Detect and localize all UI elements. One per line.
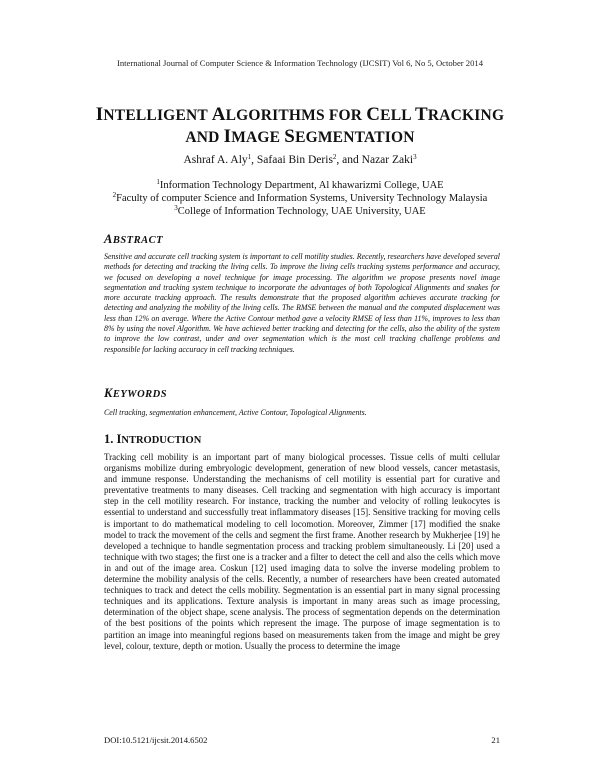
introduction-heading: 1. INTRODUCTION: [104, 432, 202, 446]
author-name: Nazar Zaki: [361, 154, 414, 166]
title-line-2: AND IMAGE SEGMENTATION: [185, 126, 415, 147]
title-line-1: INTELLIGENT ALGORITHMS FOR CELL TRACKING: [95, 104, 505, 125]
abstract-text: Sensitive and accurate cell tracking system is important to cell motility studies. Recently, researchers have developed several methods for detecting and tracking the living cells. To improve the living cells tracking systems performance and accuracy, we focused on developing a novel technique for image processing. The algorithm we propose presents novel image segmentation and tracking system technique to incorporate the advantages of both Topological Alignments and snakes for more accurate tracking approach. The results demonstrate that the proposed algorithm achieves accurate tracking for detecting and analyzing the mobility of the living cells. The RMSE between the manual and the computed displacement was less than 12% on average. Where the Active Contour method gave a velocity RMSE of less than 11%, improves to less than 8% by using the novel Algorithm. We have achieved better tracking and detecting for the cells, also the ability of the system to improve the low contrast, under and over segmentation which is the most cell tracking challenge problems and responsible for lacking accuracy in cell tracking techniques.: [104, 252, 500, 354]
paper-title: [40, 104, 560, 148]
affiliation: $^3$College of Information Technology, UAE University, UAE: [174, 204, 426, 217]
keywords-heading: KEYWORDS: [104, 386, 168, 400]
introduction-text: Tracking cell mobility is an important part of many biological processes. Tissue cells of multi cellular organisms mobilize during embryologic development, generation of new blood vessels, cancer metastasis, and immune response. Understanding the mechanisms of cell motility is essential part for curative and preventative treatments to many diseases. Cell tracking and segmentation with high accuracy is important step in the cell motility research. For instance, tracking the number and velocity of rolling leukocytes is essential to understand and successfully treat inflammatory diseases [15]. Sensitive tracking for moving cells is important to do mathematical modeling to cell locomotion. Moreover, Zimmer [17] modified the snake model to track the movement of the cells and segment the first frame. Another research by Mukherjee [19] he developed a technique to handle segmentation process and tracking problem simultaneously. Li [20] used a technique with two stages; the first one is a tracker and a filter to detect the cell and also the cells which move in and out of the image area. Coskun [12] used imaging data to solve the inverse modeling problem to determine the mobility analysis of the cells. Recently, a number of researchers have been created automated techniques to track and detect the cells mobility. Segmentation is an essential part in many signal processing techniques and its applications. Texture analysis is important in many areas such as image processing, determination of the object shape, scene analysis. The process of segmentation depends on the determination of the best positions of the points which represent the image. The purpose of image segmentation is to partition an image into meaningful regions based on measurements taken from the image and might be grey level, colour, texture, depth or motion. Usually the process to determine the image: [104, 452, 500, 651]
author-name: Ashraf A. Aly: [183, 154, 248, 166]
author-list: Ashraf A. Aly$^1$, Safaai Bin Deris$^2$, and Nazar Zaki$^3$: [183, 153, 417, 166]
page-number: 21: [491, 735, 500, 745]
author-name: Safaai Bin Deris: [256, 154, 333, 166]
doi: DOI:10.5121/ijcsit.2014.6502: [104, 735, 208, 745]
keywords-text: Cell tracking, segmentation enhancement, Active Contour, Topological Alignments.: [104, 408, 367, 417]
affiliation: $^1$Information Technology Department, Al khawarizmi College, UAE: [156, 178, 444, 191]
abstract-heading: ABSTRACT: [104, 232, 164, 246]
affiliation: $^2$Faculty of computer Science and Information Systems, University Technology Malaysia: [112, 191, 488, 204]
journal-header: International Journal of Computer Science & Information Technology (IJCSIT) Vol 6, No 5, October 2014: [117, 58, 483, 68]
